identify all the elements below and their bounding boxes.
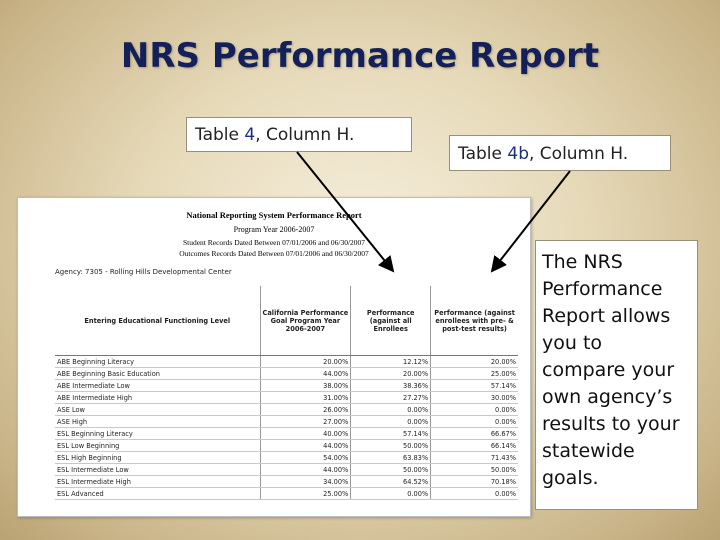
cell-level: ABE Beginning Basic Education	[55, 368, 260, 380]
cell-all-enrollees: 0.00%	[351, 488, 431, 500]
cell-all-enrollees: 27.27%	[351, 392, 431, 404]
cell-level: ABE Intermediate High	[55, 392, 260, 404]
cell-pre-post: 0.00%	[431, 404, 518, 416]
callout-b-pre: Table	[458, 144, 508, 164]
callout-b-num: 4b	[507, 144, 529, 164]
col-header-pre-post: Performance (against enrollees with pre- & post-test results)	[431, 286, 518, 356]
cell-goal: 38.00%	[260, 380, 351, 392]
report-student-dates: Student Records Dated Between 07/01/2006 and 06/30/2007	[182, 238, 366, 247]
cell-goal: 34.00%	[260, 476, 351, 488]
callout-b-post: , Column H.	[528, 144, 629, 164]
arrow-to-column-h-4b	[492, 171, 570, 271]
callout-a-pre: Table	[195, 125, 245, 145]
cell-all-enrollees: 20.00%	[351, 368, 431, 380]
cell-all-enrollees: 12.12%	[351, 356, 431, 368]
callout-a-post: , Column H.	[255, 125, 355, 145]
callout-a-num: 4	[244, 125, 256, 145]
cell-level: ESL Intermediate High	[55, 476, 260, 488]
cell-pre-post: 30.00%	[431, 392, 518, 404]
cell-level: ABE Intermediate Low	[55, 380, 260, 392]
cell-pre-post: 0.00%	[431, 488, 518, 500]
cell-all-enrollees: 0.00%	[351, 416, 431, 428]
cell-all-enrollees: 57.14%	[351, 428, 431, 440]
cell-goal: 20.00%	[260, 356, 351, 368]
report-agency: Agency: 7305 - Rolling Hills Developmental Center	[55, 268, 232, 276]
cell-pre-post: 71.43%	[431, 452, 518, 464]
cell-goal: 40.00%	[260, 428, 351, 440]
report-program-year: Program Year 2006-2007	[233, 225, 315, 234]
cell-pre-post: 20.00%	[431, 356, 518, 368]
cell-all-enrollees: 50.00%	[351, 464, 431, 476]
cell-all-enrollees: 63.83%	[351, 452, 431, 464]
cell-goal: 44.00%	[260, 440, 351, 452]
col-header-goal: California Performance Goal Program Year 2006-2007	[260, 286, 351, 356]
report-heading: National Reporting System Performance Report	[186, 210, 362, 220]
cell-level: ABE Beginning Literacy	[55, 356, 260, 368]
explanation-text: The NRS Performance Report allows you to compare your own agency’s results to your statewide goals.	[535, 240, 698, 510]
cell-goal: 31.00%	[260, 392, 351, 404]
report-outcome-dates: Outcomes Records Dated Between 07/01/2006 and 06/30/2007	[179, 249, 369, 258]
cell-level: ASE Low	[55, 404, 260, 416]
cell-goal: 25.00%	[260, 488, 351, 500]
cell-pre-post: 66.67%	[431, 428, 518, 440]
col-header-all-enrollees: Performance (against all Enrollees	[351, 286, 431, 356]
cell-pre-post: 25.00%	[431, 368, 518, 380]
cell-goal: 27.00%	[260, 416, 351, 428]
cell-all-enrollees: 64.52%	[351, 476, 431, 488]
cell-all-enrollees: 50.00%	[351, 440, 431, 452]
cell-level: ESL Low Beginning	[55, 440, 260, 452]
cell-level: ESL Intermediate Low	[55, 464, 260, 476]
cell-level: ESL Beginning Literacy	[55, 428, 260, 440]
cell-goal: 44.00%	[260, 368, 351, 380]
slide-title: NRS Performance Report	[120, 36, 600, 76]
cell-pre-post: 57.14%	[431, 380, 518, 392]
cell-level: ASE High	[55, 416, 260, 428]
cell-pre-post: 66.14%	[431, 440, 518, 452]
arrow-to-column-h	[297, 152, 393, 271]
cell-pre-post: 70.18%	[431, 476, 518, 488]
cell-all-enrollees: 0.00%	[351, 404, 431, 416]
cell-pre-post: 50.00%	[431, 464, 518, 476]
cell-goal: 44.00%	[260, 464, 351, 476]
cell-all-enrollees: 38.36%	[351, 380, 431, 392]
cell-goal: 54.00%	[260, 452, 351, 464]
cell-goal: 26.00%	[260, 404, 351, 416]
cell-level: ESL Advanced	[55, 488, 260, 500]
col-header-level: Entering Educational Functioning Level	[55, 286, 260, 356]
cell-level: ESL High Beginning	[55, 452, 260, 464]
cell-pre-post: 0.00%	[431, 416, 518, 428]
